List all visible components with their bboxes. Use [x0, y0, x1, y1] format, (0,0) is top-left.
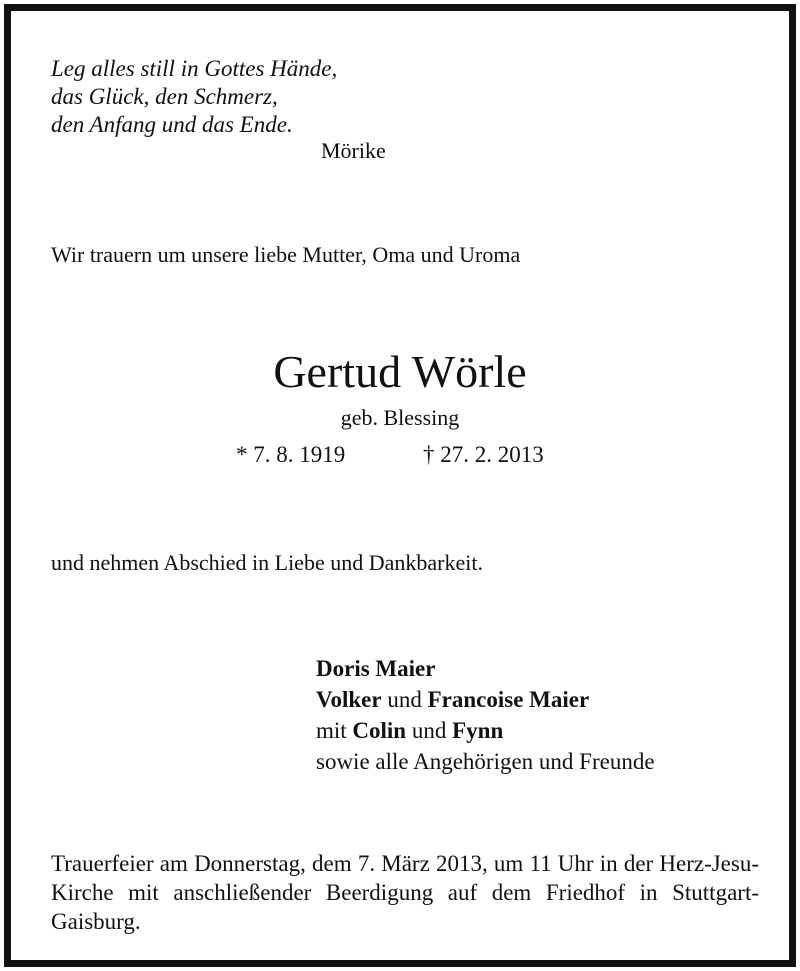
- mourner-line: [316, 653, 435, 684]
- birth-name: geb. Blessing: [340, 405, 460, 430]
- mourner-name: Fynn: [452, 718, 504, 743]
- death-date: † 27. 2. 2013: [423, 442, 544, 467]
- mourner-name: Volker: [316, 687, 382, 712]
- mourner-connector: mit: [316, 718, 347, 743]
- quote-author: Mörike: [321, 138, 386, 163]
- obituary-frame: [4, 4, 796, 967]
- intro-text: Wir trauern um unsere liebe Mutter, Oma und Uroma: [51, 242, 521, 267]
- quote-line: Leg alles still in Gottes Hände,: [51, 56, 338, 81]
- mourner-name: Colin: [352, 718, 407, 743]
- mourner-line: [316, 715, 503, 746]
- mourner-line: sowie alle Angehörigen und Freunde: [316, 749, 655, 774]
- mourner-name: Doris Maier: [316, 656, 436, 681]
- farewell-text: und nehmen Abschied in Liebe und Dankbarkeit.: [51, 550, 483, 575]
- quote-line: das Glück, den Schmerz,: [51, 84, 278, 109]
- mourner-line: [316, 684, 589, 715]
- mourner-connector: und: [387, 687, 422, 712]
- mourner-connector: und: [411, 718, 447, 743]
- quote-line: den Anfang und das Ende.: [51, 112, 293, 137]
- deceased-name: Gertud Wörle: [273, 346, 527, 397]
- mourner-name: Francoise Maier: [427, 687, 590, 712]
- ceremony-details: Trauerfeier am Donnerstag, dem 7. März 2013, um 11 Uhr in der Herz-Jesu-Kirche mit anschließender Beerdigung auf dem Friedhof in Stuttgart-Gaisburg.: [51, 851, 759, 934]
- birth-date: * 7. 8. 1919: [236, 442, 346, 467]
